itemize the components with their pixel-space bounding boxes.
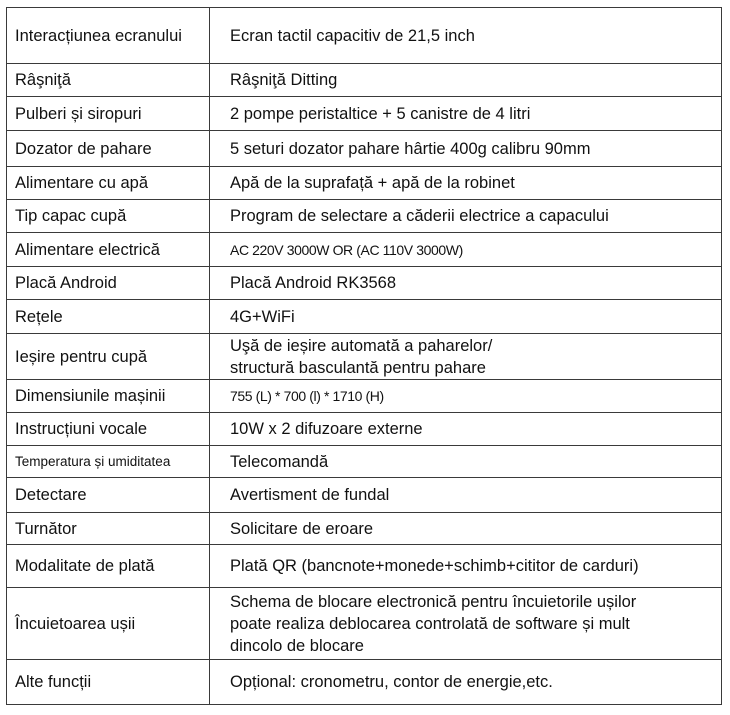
- table-row: [7, 413, 722, 446]
- table-row: [7, 334, 722, 380]
- table-row: [7, 97, 722, 131]
- row-value: Plată QR (bancnote+monede+schimb+cititor de carduri): [210, 545, 722, 588]
- row-label: Pulberi și siropuri: [7, 97, 210, 131]
- table-row: [7, 131, 722, 167]
- row-value: Placă Android RK3568: [210, 267, 722, 300]
- row-label: Râşniţă: [7, 64, 210, 97]
- table-row: [7, 588, 722, 660]
- row-label: Rețele: [7, 300, 210, 334]
- value-line: structură basculantă pentru pahare: [230, 358, 486, 377]
- row-label: Tip capac cupă: [7, 200, 210, 233]
- table-row: [7, 478, 722, 513]
- row-label: Temperatura și umiditatea: [7, 446, 210, 478]
- row-label: Placă Android: [7, 267, 210, 300]
- row-value: Solicitare de eroare: [210, 513, 722, 545]
- table-row: [7, 233, 722, 267]
- table-row: [7, 8, 722, 64]
- table-row: [7, 267, 722, 300]
- row-label: Alte funcții: [7, 660, 210, 705]
- table-row: [7, 545, 722, 588]
- row-label: Alimentare cu apă: [7, 167, 210, 200]
- row-label: Interacțiunea ecranului: [7, 8, 210, 64]
- row-value: 755 (L) * 700 (l) * 1710 (H): [210, 380, 722, 413]
- row-label: Dimensiunile mașinii: [7, 380, 210, 413]
- row-label: Ieșire pentru cupă: [7, 334, 210, 380]
- table-row: [7, 64, 722, 97]
- specification-table: [6, 7, 722, 705]
- row-value: 5 seturi dozator pahare hârtie 400g calibru 90mm: [210, 131, 722, 167]
- row-value: Râşniţă Ditting: [210, 64, 722, 97]
- row-label: Dozator de pahare: [7, 131, 210, 167]
- row-value: 10W x 2 difuzoare externe: [210, 413, 722, 446]
- table-row: [7, 380, 722, 413]
- row-label: Modalitate de plată: [7, 545, 210, 588]
- row-value: Apă de la suprafață + apă de la robinet: [210, 167, 722, 200]
- row-value: AC 220V 3000W OR (AC 110V 3000W): [210, 233, 722, 267]
- row-value: [210, 588, 722, 660]
- row-value: Telecomandă: [210, 446, 722, 478]
- row-value: 2 pompe peristaltice + 5 canistre de 4 litri: [210, 97, 722, 131]
- row-label: Turnător: [7, 513, 210, 545]
- row-label: Încuietoarea ușii: [7, 588, 210, 660]
- table-row: [7, 660, 722, 705]
- value-line: Schema de blocare electronică pentru încuietorile ușilor: [230, 592, 637, 611]
- row-value: Avertisment de fundal: [210, 478, 722, 513]
- row-value: Program de selectare a căderii electrice a capacului: [210, 200, 722, 233]
- row-value: [210, 334, 722, 380]
- value-line: dincolo de blocare: [230, 636, 364, 655]
- row-label: Detectare: [7, 478, 210, 513]
- row-value: Ecran tactil capacitiv de 21,5 inch: [210, 8, 722, 64]
- table-row: [7, 167, 722, 200]
- row-value: Opțional: cronometru, contor de energie,etc.: [210, 660, 722, 705]
- row-value: 4G+WiFi: [210, 300, 722, 334]
- table-row: [7, 300, 722, 334]
- table-row: [7, 200, 722, 233]
- value-line: Uşă de ieșire automată a paharelor/: [230, 336, 493, 355]
- row-label: Instrucțiuni vocale: [7, 413, 210, 446]
- table-row: [7, 513, 722, 545]
- row-label: Alimentare electrică: [7, 233, 210, 267]
- value-line: poate realiza deblocarea controlată de software și mult: [230, 614, 630, 633]
- table-row: [7, 446, 722, 478]
